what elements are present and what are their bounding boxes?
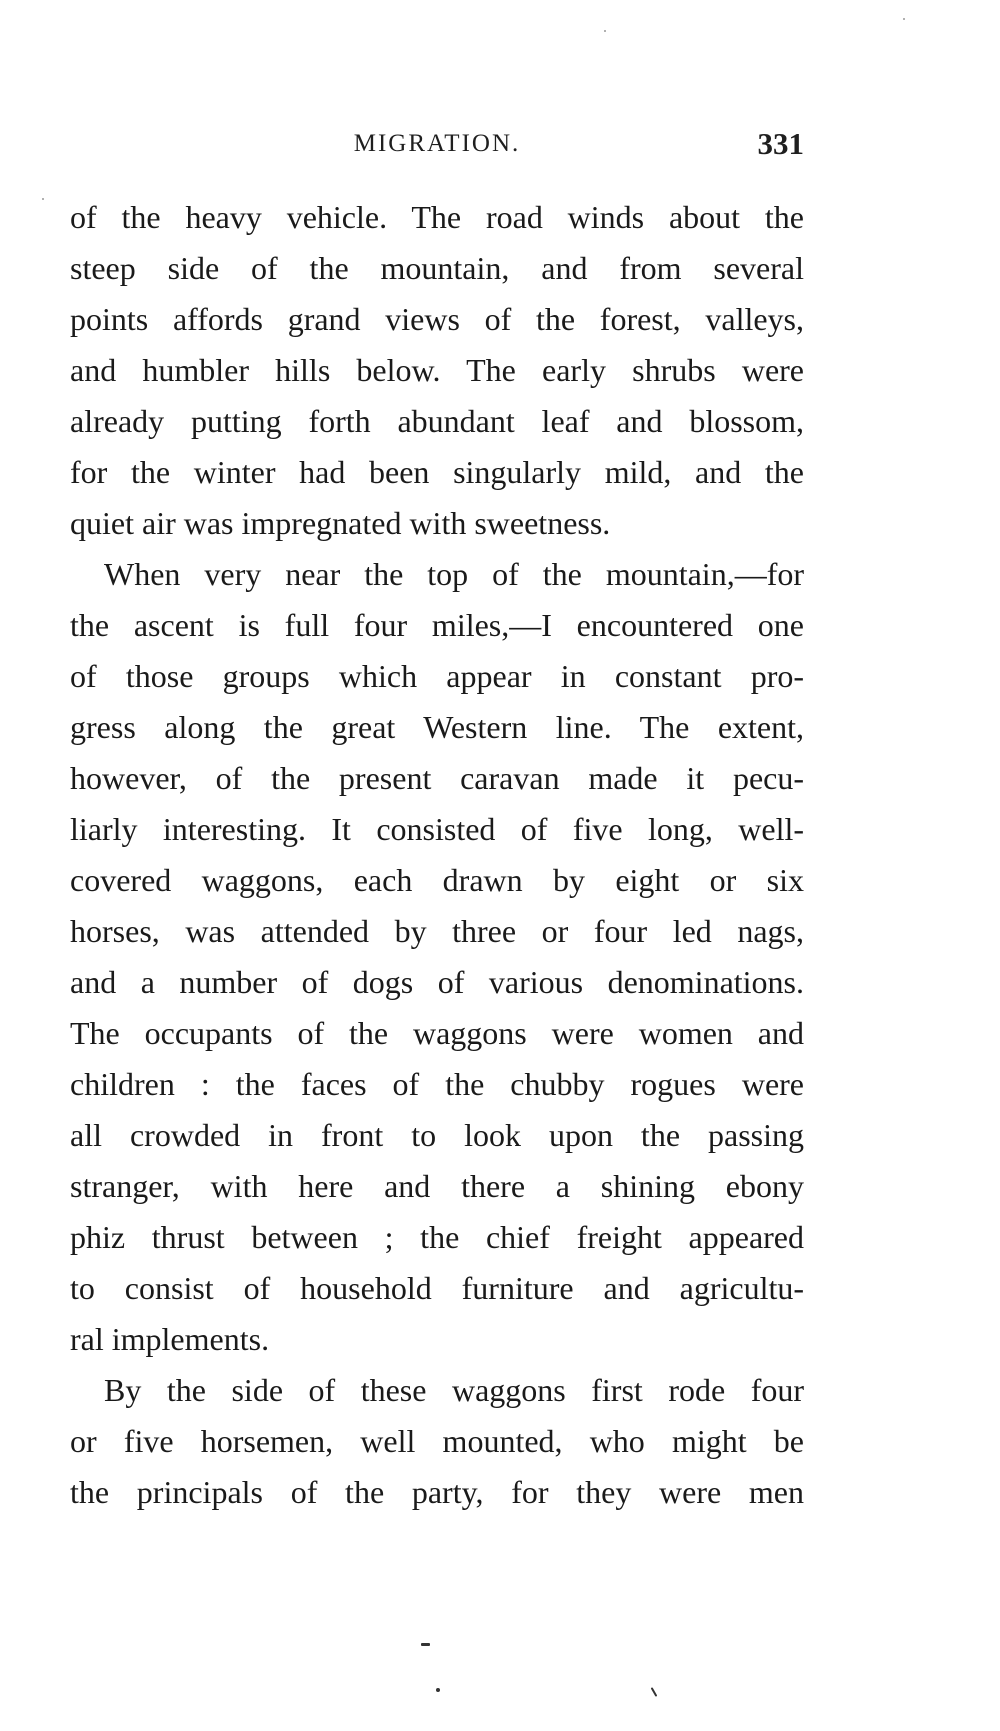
ink-speck — [604, 30, 606, 32]
paragraph-2 — [70, 549, 804, 1365]
text-line: steep side of the mountain, and from several — [70, 250, 804, 286]
text-line: phiz thrust between ; the chief freight appeared — [70, 1219, 804, 1255]
text-line: ral implements. — [70, 1321, 270, 1357]
text-line: or five horsemen, well mounted, who might be — [70, 1423, 804, 1459]
paragraph-1 — [70, 192, 804, 549]
text-line: of those groups which appear in constant pro- — [70, 658, 804, 694]
ink-speck — [42, 198, 44, 200]
text-line: and humbler hills below. The early shrubs were — [70, 352, 804, 388]
text-line: gress along the great Western line. The extent, — [70, 709, 804, 745]
running-head — [70, 126, 804, 170]
text-line: The occupants of the waggons were women and — [70, 1015, 804, 1051]
text-line: the ascent is full four miles,—I encountered one — [70, 607, 804, 643]
paragraph-3 — [70, 1365, 804, 1518]
text-line: liarly interesting. It consisted of five long, well- — [70, 811, 804, 847]
ink-speck — [903, 18, 905, 20]
text-line: points affords grand views of the forest, valleys, — [70, 301, 804, 337]
text-line: horses, was attended by three or four led nags, — [70, 913, 804, 949]
ink-speck — [651, 1687, 658, 1697]
text-line: children : the faces of the chubby rogues were — [70, 1066, 804, 1102]
text-line: to consist of household furniture and agricultu- — [70, 1270, 804, 1306]
body-text — [70, 192, 804, 1518]
text-line: for the winter had been singularly mild, and the — [70, 454, 804, 490]
text-line: already putting forth abundant leaf and blossom, — [70, 403, 804, 439]
ink-speck — [436, 1688, 440, 1692]
ink-speck — [421, 1643, 430, 1646]
running-title: MIGRATION. — [353, 130, 521, 157]
text-line: however, of the present caravan made it pecu- — [70, 760, 804, 796]
text-line: and a number of dogs of various denominations. — [70, 964, 804, 1000]
page-number: 331 — [757, 126, 804, 161]
text-line: By the side of these waggons first rode four — [104, 1372, 804, 1408]
text-line: When very near the top of the mountain,—for — [104, 556, 804, 592]
text-line: stranger, with here and there a shining ebony — [70, 1168, 804, 1204]
text-line: quiet air was impregnated with sweetness. — [70, 505, 611, 541]
text-line: the principals of the party, for they were men — [70, 1474, 804, 1510]
text-line: all crowded in front to look upon the passing — [70, 1117, 804, 1153]
text-line: of the heavy vehicle. The road winds about the — [70, 199, 804, 235]
text-line: covered waggons, each drawn by eight or six — [70, 862, 804, 898]
